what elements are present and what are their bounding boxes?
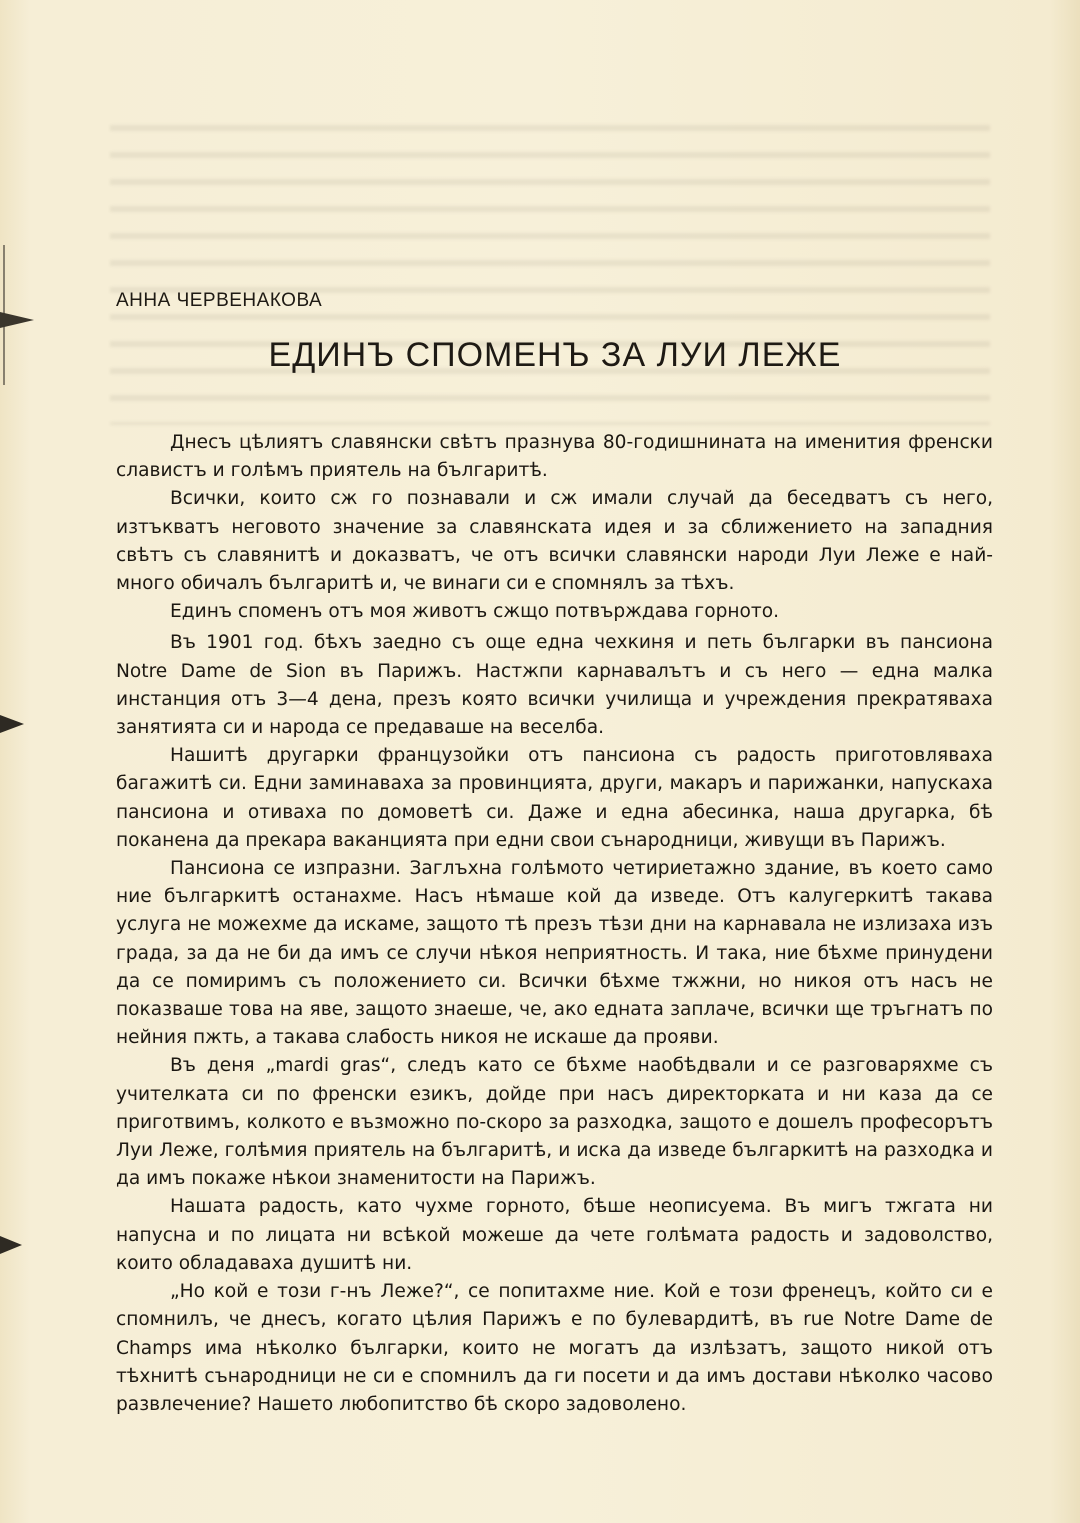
article-title: ЕДИНЪ СПОМЕНЪ ЗА ЛУИ ЛЕЖЕ [268, 336, 842, 374]
paragraph: Нашата радость, като чухме горното, бѣше неописуема. Въ мигъ тжгата ни напусна и по лицата ни всѣкой можеше да чете голѣмата радость и задоволство, които обладаваха душитѣ ни. [116, 1196, 993, 1274]
paragraph: Днесъ цѣлиятъ славянски свѣтъ празнува 80-годишнината на именития френски славистъ и голѣмъ приятель на българитѣ. [116, 432, 993, 482]
paragraph: Въ 1901 год. бѣхъ заедно съ още една чехкиня и петь българки въ пансиона Notre Dame de Sion въ Парижъ. Настжпи карнавалътъ и съ него — една малка инстанция отъ 3—4 дена, презъ която всички училища и учреждения прекратяваха занятията си и народа се предаваше на веселба. [116, 632, 993, 739]
bleed-through-text [110, 125, 990, 425]
article-body [116, 429, 993, 1419]
paragraph: Всички, които сж го познавали и сж имали случай да беседватъ съ него, изтъкватъ неговото значение за славянската идея и за сближението на западния свѣтъ съ славянитѣ и доказватъ, че отъ всички славянски народи Луи Леже е най-много обичалъ българитѣ и, че винаги си е спомнялъ за тѣхъ. [116, 488, 993, 595]
author-name: АННА ЧЕРВЕНАКОВА [116, 290, 323, 311]
paragraph: Единъ споменъ отъ моя животъ сжщо потвърждава горното. [170, 601, 780, 623]
paragraph: Въ деня „mardi gras“, следъ като се бѣхме наобѣдвали и се разговаряхме съ учителката си по френски езикъ, дойде при насъ директорката и ни каза да се приготвимъ, колкото е възможно по-скоро за разходка, защото е дошелъ професорътъ Луи Леже, голѣмия приятель на българитѣ, и иска да изведе българкитѣ на разходка и да имъ покаже нѣкои знаменитости на Парижъ. [116, 1055, 993, 1190]
binding-tab [0, 312, 34, 328]
binding-tab [0, 1236, 22, 1254]
binding-tab [0, 715, 24, 733]
paragraph: Пансиона се изпразни. Заглъхна голѣмото четириетажно здание, въ което само ние българкитѣ останахме. Насъ нѣмаше кой да изведе. Отъ калугеркитѣ такава услуга не можехме да искаме, защото тѣ презъ тѣзи дни на карнавала не излизаха изъ града, за да не би да имъ се случи нѣкоя неприятность. И така, ние бѣхме принудени да се помиримъ съ положението си. Всички бѣхме тжжни, но никоя отъ насъ не показваше това на яве, защото знаеше, че, ако едната заплаче, всички ще тръгнатъ по нейния пжть, а такава слабость никоя не искаше да прояви. [116, 858, 993, 1049]
paragraph: „Но кой е този г-нъ Леже?“, се попитахме ние. Кой е този френецъ, който си е спомнилъ, че днесъ, когато цѣлия Парижъ е по булевардитѣ, въ rue Notre Dame de Champs има нѣколко българки, които не могатъ да излѣзатъ, защото никой отъ тѣхнитѣ сънародници не си е спомнилъ да ги посети и да имъ достави нѣколко часово развлечение? Нашето любопитство бѣ скоро задоволено. [116, 1281, 993, 1415]
paragraph: Нашитѣ другарки французойки отъ пансиона съ радость приготовляваха багажитѣ си. Едни заминаваха за провинцията, други, макаръ и парижанки, напускаха пансиона и отиваха по домоветѣ си. Даже и една абесинка, наша другарка, бѣ поканена да прекара ваканцията при едни свои сънародници, живущи въ Парижъ. [116, 745, 993, 851]
